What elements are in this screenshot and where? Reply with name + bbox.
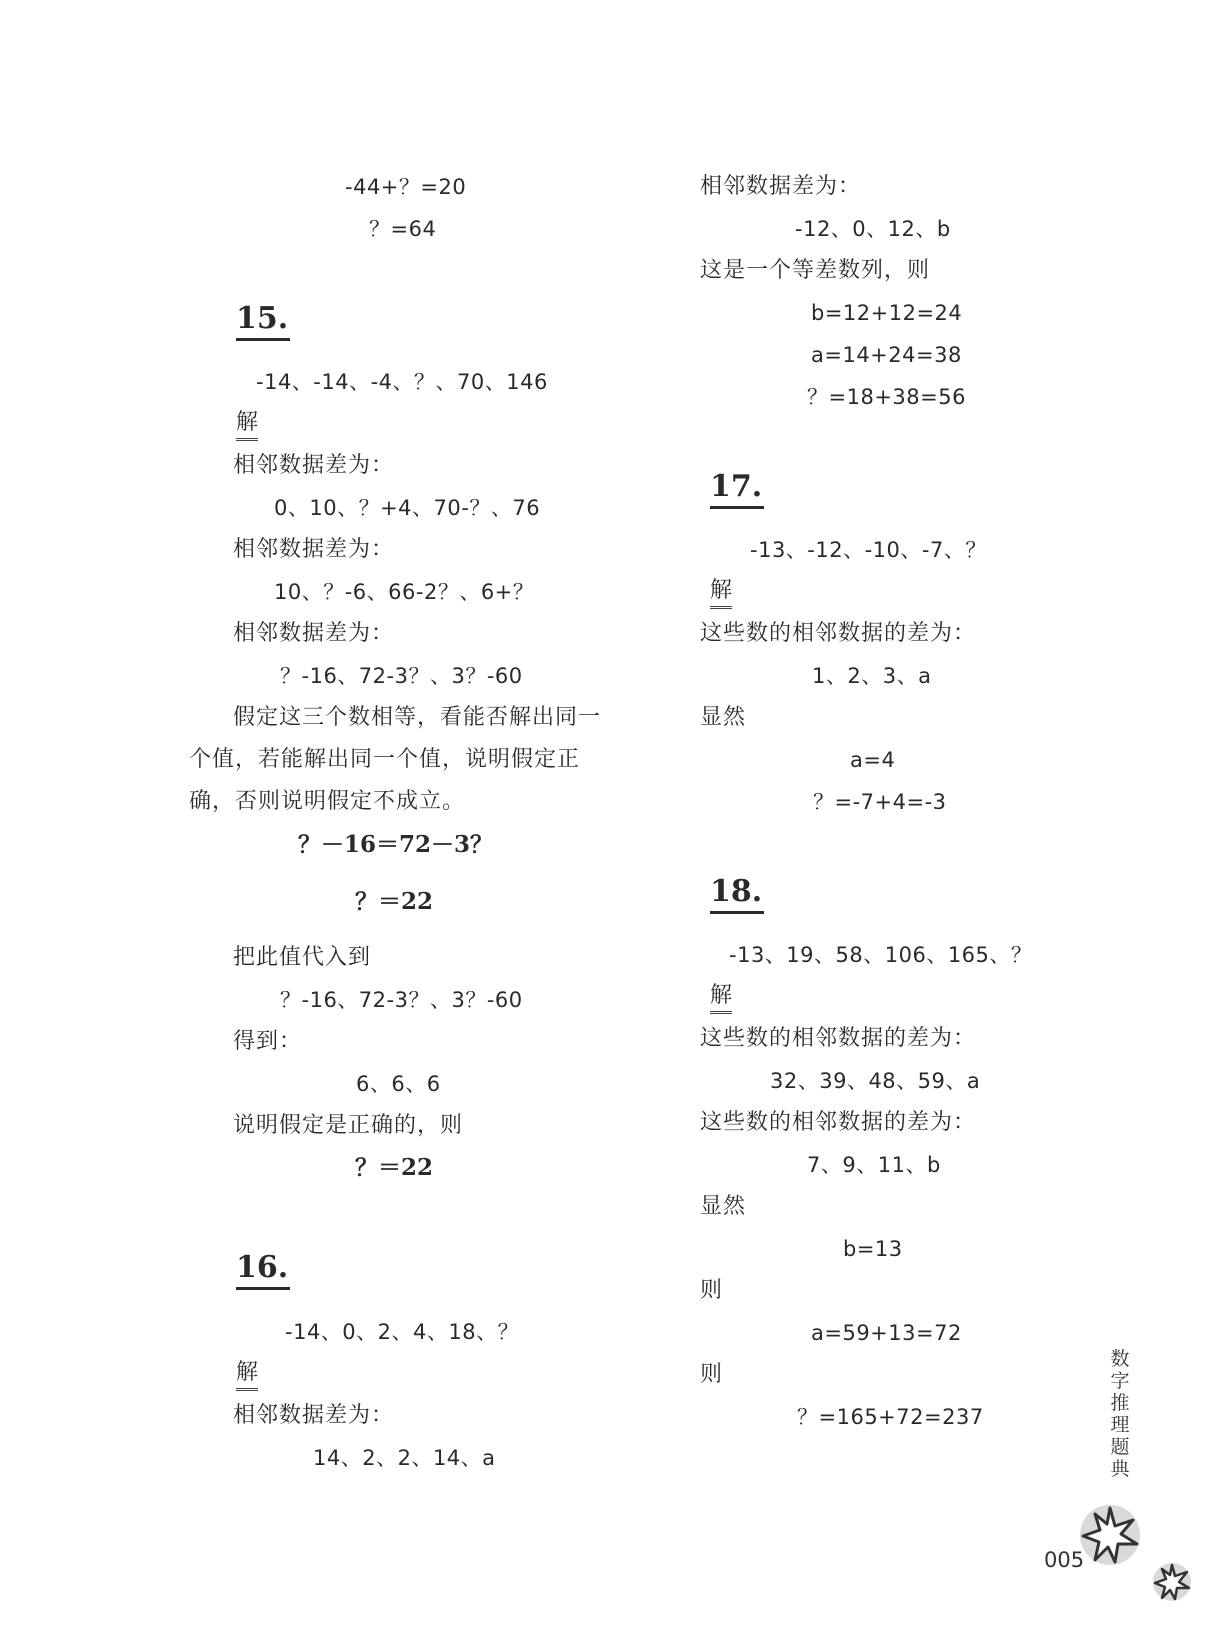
text-line: 相邻数据差为： <box>233 537 395 562</box>
formula-line: 14、2、2、14、a <box>313 1446 496 1470</box>
formula-line: ？=-7+4=-3 <box>813 790 947 814</box>
formula-line: -12、0、12、b <box>795 217 951 241</box>
text-line: 确，否则说明假定不成立。 <box>189 789 466 814</box>
text-line: 则 <box>700 1362 724 1387</box>
text-line: 显然 <box>700 1194 747 1219</box>
formula-line: ？-16、72-3？、3？-60 <box>280 988 523 1012</box>
formula-line: 32、39、48、59、a <box>770 1069 981 1093</box>
text-line: 这些数的相邻数据的差为： <box>700 621 977 646</box>
page-number: 005 <box>1044 1548 1085 1572</box>
text-line: 得到： <box>233 1029 303 1054</box>
star-burst-icon <box>1075 1500 1145 1570</box>
formula-line: -44+？=20 <box>345 175 467 199</box>
small-star-burst-icon <box>1150 1560 1194 1604</box>
equation-line: ？－16＝72－3？ <box>298 831 494 858</box>
formula-line: 7、9、11、b <box>807 1153 941 1177</box>
text-line: 相邻数据差为： <box>233 453 395 478</box>
formula-line: b=12+12=24 <box>811 301 963 325</box>
solution-label: 解 <box>710 577 732 609</box>
formula-line: ？=18+38=56 <box>807 385 966 409</box>
side-title-char: 理 <box>1110 1414 1130 1436</box>
side-title-char: 数 <box>1110 1348 1130 1370</box>
formula-line: a=4 <box>850 748 896 772</box>
side-title-char: 字 <box>1110 1370 1130 1392</box>
formula-line: -14、0、2、4、18、？ <box>285 1320 520 1344</box>
text-line: 相邻数据差为： <box>233 621 395 646</box>
solution-label: 解 <box>710 982 732 1014</box>
solution-label: 解 <box>236 409 258 441</box>
question-number: 18. <box>710 873 764 914</box>
side-title-char: 题 <box>1110 1436 1130 1458</box>
formula-line: a=59+13=72 <box>811 1321 962 1345</box>
side-title-char: 典 <box>1110 1458 1130 1480</box>
text-line: 把此值代入到 <box>233 945 372 970</box>
text-line: 显然 <box>700 705 747 730</box>
formula-line: ？=64 <box>369 217 437 241</box>
question-number: 17. <box>710 468 764 509</box>
formula-line: 0、10、？+4、70-？、76 <box>274 496 541 520</box>
formula-line: ？-16、72-3？、3？-60 <box>280 664 523 688</box>
formula-line: 6、6、6 <box>356 1072 441 1096</box>
equation-line: ？＝22 <box>355 888 434 915</box>
text-line: 说明假定是正确的，则 <box>233 1113 464 1138</box>
text-line: 个值，若能解出同一个值，说明假定正 <box>189 747 581 772</box>
formula-line: ？=165+72=237 <box>797 1405 984 1429</box>
formula-line: -13、-12、-10、-7、？ <box>750 538 987 562</box>
text-line: 相邻数据差为： <box>700 174 862 199</box>
formula-line: a=14+24=38 <box>811 343 962 367</box>
formula-line: -13、19、58、106、165、？ <box>729 943 1033 967</box>
text-line: 则 <box>700 1278 724 1303</box>
solution-label: 解 <box>236 1359 258 1391</box>
formula-line: b=13 <box>843 1237 903 1261</box>
formula-line: 10、？-6、66-2？、6+？ <box>274 580 535 604</box>
text-line: 这些数的相邻数据的差为： <box>700 1026 977 1051</box>
side-title-char: 推 <box>1110 1392 1130 1414</box>
equation-line: ？＝22 <box>355 1154 434 1181</box>
text-line: 这是一个等差数列，则 <box>700 258 931 283</box>
formula-line: 1、2、3、a <box>812 664 932 688</box>
formula-line: -14、-14、-4、？、70、146 <box>256 370 548 394</box>
text-line: 这些数的相邻数据的差为： <box>700 1110 977 1135</box>
question-number: 16. <box>236 1249 290 1290</box>
side-title <box>1105 1348 1135 1480</box>
text-line: 假定这三个数相等，看能否解出同一 <box>233 705 602 730</box>
text-line: 相邻数据差为： <box>233 1403 395 1428</box>
question-number: 15. <box>236 300 290 341</box>
